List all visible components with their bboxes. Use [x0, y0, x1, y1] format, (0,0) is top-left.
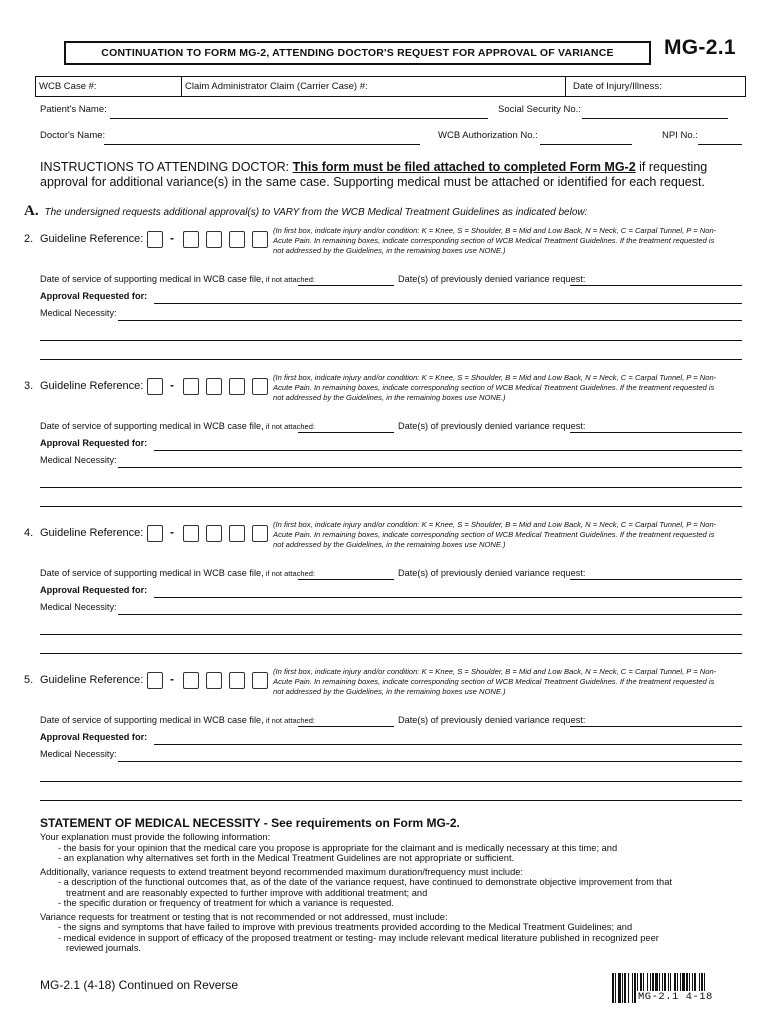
date-service-text: Date of service of supporting medical in WCB case file, [40, 274, 264, 284]
barcode-bar [624, 973, 626, 1003]
ssn-line[interactable] [582, 118, 728, 119]
denied-label: Date(s) of previously denied variance request: [398, 568, 586, 578]
guideline-condition-box[interactable] [147, 525, 163, 542]
guideline-section-box[interactable] [229, 231, 245, 248]
guideline-label: Guideline Reference: [40, 674, 144, 686]
guideline-section-box[interactable] [206, 378, 222, 395]
denied-line[interactable] [570, 579, 742, 580]
date-service-label [40, 421, 315, 431]
approval-line[interactable] [154, 744, 742, 745]
guideline-label: Guideline Reference: [40, 527, 144, 539]
guideline-dash: - [170, 231, 174, 245]
approval-label [40, 585, 147, 595]
guideline-section-box[interactable] [206, 672, 222, 689]
approval-label [40, 291, 147, 301]
guideline-label: Guideline Reference: [40, 380, 144, 392]
doctor-name-line[interactable] [104, 144, 420, 145]
guideline-label: Guideline Reference: [40, 233, 144, 245]
approval-text: Approval Requested for: [40, 585, 148, 595]
footer-text: MG-2.1 (4-18) Continued on Reverse [40, 978, 239, 992]
guideline-condition-box[interactable] [147, 378, 163, 395]
barcode-bar [618, 973, 621, 1003]
statement-p2: Additionally, variance requests to extend treatment beyond recommended maximum duration/frequency must include: [40, 866, 524, 877]
date-service-line[interactable] [298, 579, 394, 580]
date-service-text: Date of service of supporting medical in WCB case file, [40, 568, 264, 578]
guideline-note: (In first box, indicate injury and/or condition: K = Knee, S = Shoulder, B = Mid and Low Back, N = Neck, C = Carpal Tunnel, P = Non-Acute Pain. In remaining boxes, indicate corresponding section of WCB Medical Treatment Guidelines. If the treatment requested is not addressed by the Guidelines, in the remaining boxes use NONE.) [273, 520, 717, 549]
necessity-line[interactable] [118, 761, 742, 762]
form-title: CONTINUATION TO FORM MG-2, ATTENDING DOCTOR'S REQUEST FOR APPROVAL OF VARIANCE [64, 41, 651, 65]
guideline-section-box[interactable] [252, 378, 268, 395]
necessity-label: Medical Necessity: [40, 308, 117, 318]
guideline-section-box[interactable] [206, 231, 222, 248]
section-a-letter: A. [24, 203, 39, 219]
request-number: 2. [24, 233, 34, 245]
guideline-section-box[interactable] [183, 525, 199, 542]
necessity-line[interactable] [40, 487, 742, 488]
necessity-line[interactable] [40, 340, 742, 341]
claim-admin-field[interactable]: Claim Administrator Claim (Carrier Case) #: [182, 77, 566, 96]
necessity-label: Medical Necessity: [40, 455, 117, 465]
if-not-attached-text: if not attached: [263, 716, 315, 725]
guideline-section-box[interactable] [252, 231, 268, 248]
instructions-rest: if requesting approval for additional variance(s) in the same case. Supporting medical must be attached or identified for each request. [40, 160, 708, 189]
patient-name-line[interactable] [110, 118, 488, 119]
guideline-dash: - [170, 525, 174, 539]
guideline-dash: - [170, 378, 174, 392]
request-number: 4. [24, 527, 34, 539]
barcode-bar [622, 973, 623, 1003]
approval-line[interactable] [154, 597, 742, 598]
necessity-line[interactable] [40, 634, 742, 635]
approval-line[interactable] [154, 303, 742, 304]
necessity-line[interactable] [40, 781, 742, 782]
section-a [24, 203, 587, 220]
denied-line[interactable] [570, 285, 742, 286]
necessity-line[interactable] [40, 800, 742, 801]
statement-p1-item: - an explanation why alternatives set forth in the Medical Treatment Guidelines are not appropriate or sufficient. [58, 853, 515, 863]
approval-label [40, 732, 147, 742]
patient-name-label: Patient's Name: [40, 104, 107, 115]
guideline-section-box[interactable] [183, 672, 199, 689]
npi-label: NPI No.: [662, 130, 698, 141]
date-service-line[interactable] [298, 285, 394, 286]
wcb-auth-label: WCB Authorization No.: [438, 130, 538, 141]
request-number: 5. [24, 674, 34, 686]
statement-p2-item: - the specific duration or frequency of treatment for which a variance is requested. [58, 898, 394, 908]
request-number: 3. [24, 380, 34, 392]
date-injury-field[interactable]: Date of Injury/Illness: [573, 81, 662, 92]
guideline-dash: - [170, 672, 174, 686]
wcb-case-field[interactable]: WCB Case #: [36, 77, 182, 96]
form-number: MG-2.1 [664, 36, 736, 59]
statement-p3-item: - the signs and symptoms that have failed to improve with previous treatments provided according to the Medical Treatment Guidelines; and [58, 922, 633, 932]
date-service-label [40, 568, 315, 578]
necessity-label: Medical Necessity: [40, 749, 117, 759]
guideline-note: (In first box, indicate injury and/or condition: K = Knee, S = Shoulder, B = Mid and Low Back, N = Neck, C = Carpal Tunnel, P = Non-Acute Pain. In remaining boxes, indicate corresponding section of WCB Medical Treatment Guidelines. If the treatment requested is not addressed by the Guidelines, in the remaining boxes use NONE.) [273, 226, 717, 255]
necessity-line[interactable] [40, 653, 742, 654]
ssn-label: Social Security No.: [498, 104, 581, 115]
necessity-line[interactable] [40, 359, 742, 360]
guideline-condition-box[interactable] [147, 672, 163, 689]
instructions-lead: INSTRUCTIONS TO ATTENDING DOCTOR: [40, 160, 290, 174]
if-not-attached-text: if not attached: [263, 422, 315, 431]
statement-p2-item: - a description of the functional outcomes that, as of the date of the variance request, have continued to demonstrate objective improvement from that [58, 877, 672, 887]
denied-line[interactable] [570, 432, 742, 433]
statement-title: STATEMENT OF MEDICAL NECESSITY - See requirements on Form MG-2. [40, 816, 460, 830]
denied-label: Date(s) of previously denied variance request: [398, 421, 586, 431]
date-service-text: Date of service of supporting medical in WCB case file, [40, 421, 264, 431]
approval-text: Approval Requested for: [40, 438, 148, 448]
necessity-line[interactable] [118, 614, 742, 615]
guideline-section-box[interactable] [183, 378, 199, 395]
section-a-text: The undersigned requests additional approval(s) to VARY from the WCB Medical Treatment Guidelines as indicated below: [44, 207, 588, 218]
guideline-note: (In first box, indicate injury and/or condition: K = Knee, S = Shoulder, B = Mid and Low Back, N = Neck, C = Carpal Tunnel, P = Non-Acute Pain. In remaining boxes, indicate corresponding section of WCB Medical Treatment Guidelines. If the treatment requested is not addressed by the Guidelines, in the remaining boxes use NONE.) [273, 667, 717, 696]
if-not-attached-text: if not attached: [263, 275, 315, 284]
denied-label: Date(s) of previously denied variance request: [398, 274, 586, 284]
guideline-note: (In first box, indicate injury and/or condition: K = Knee, S = Shoulder, B = Mid and Low Back, N = Neck, C = Carpal Tunnel, P = Non-Acute Pain. In remaining boxes, indicate corresponding section of WCB Medical Treatment Guidelines. If the treatment requested is not addressed by the Guidelines, in the remaining boxes use NONE.) [273, 373, 717, 402]
date-service-text: Date of service of supporting medical in WCB case file, [40, 715, 264, 725]
statement-p3-item: reviewed journals. [66, 943, 141, 953]
necessity-line[interactable] [118, 320, 742, 321]
denied-line[interactable] [570, 726, 742, 727]
statement-p3-item: - medical evidence in support of efficacy of the proposed treatment or testing- may include relevant medical literature published in recognized peer [58, 932, 659, 943]
npi-line[interactable] [698, 144, 742, 145]
barcode-text: MG-2.1 4-18 [638, 991, 713, 1003]
date-service-label [40, 274, 315, 284]
approval-text: Approval Requested for: [40, 732, 148, 742]
guideline-section-box[interactable] [252, 525, 268, 542]
guideline-section-box[interactable] [229, 378, 245, 395]
barcode-bar [628, 973, 629, 1003]
doctor-name-label: Doctor's Name: [40, 130, 106, 141]
barcode-bar [612, 973, 614, 1003]
approval-label [40, 438, 147, 448]
wcb-auth-line[interactable] [540, 144, 632, 145]
date-service-line[interactable] [298, 432, 394, 433]
approval-text: Approval Requested for: [40, 291, 148, 301]
statement-p3: Variance requests for treatment or testing that is not recommended or not addressed, must include: [40, 911, 448, 922]
guideline-section-box[interactable] [183, 231, 199, 248]
instructions [40, 160, 750, 190]
necessity-line[interactable] [118, 467, 742, 468]
case-info-table [35, 76, 746, 97]
statement-block [40, 832, 740, 954]
barcode-bar [632, 973, 633, 1003]
denied-label: Date(s) of previously denied variance request: [398, 715, 586, 725]
barcode-bar [615, 973, 616, 1003]
guideline-section-box[interactable] [229, 525, 245, 542]
guideline-condition-box[interactable] [147, 231, 163, 248]
statement-p1: Your explanation must provide the following information: [40, 832, 271, 842]
instructions-emphasis: This form must be filed attached to completed Form MG-2 [292, 160, 636, 174]
guideline-section-box[interactable] [252, 672, 268, 689]
necessity-label: Medical Necessity: [40, 602, 117, 612]
necessity-line[interactable] [40, 506, 742, 507]
guideline-section-box[interactable] [229, 672, 245, 689]
statement-p2-item: treatment and are reasonably expected to further improve with additional treatment; and [66, 887, 428, 898]
approval-line[interactable] [154, 450, 742, 451]
date-service-label [40, 715, 315, 725]
date-service-line[interactable] [298, 726, 394, 727]
if-not-attached-text: if not attached: [263, 569, 315, 578]
statement-p1-item: - the basis for your opinion that the medical care you propose is appropriate for the claimant and is medically necessary at this time; and [58, 842, 618, 853]
guideline-section-box[interactable] [206, 525, 222, 542]
